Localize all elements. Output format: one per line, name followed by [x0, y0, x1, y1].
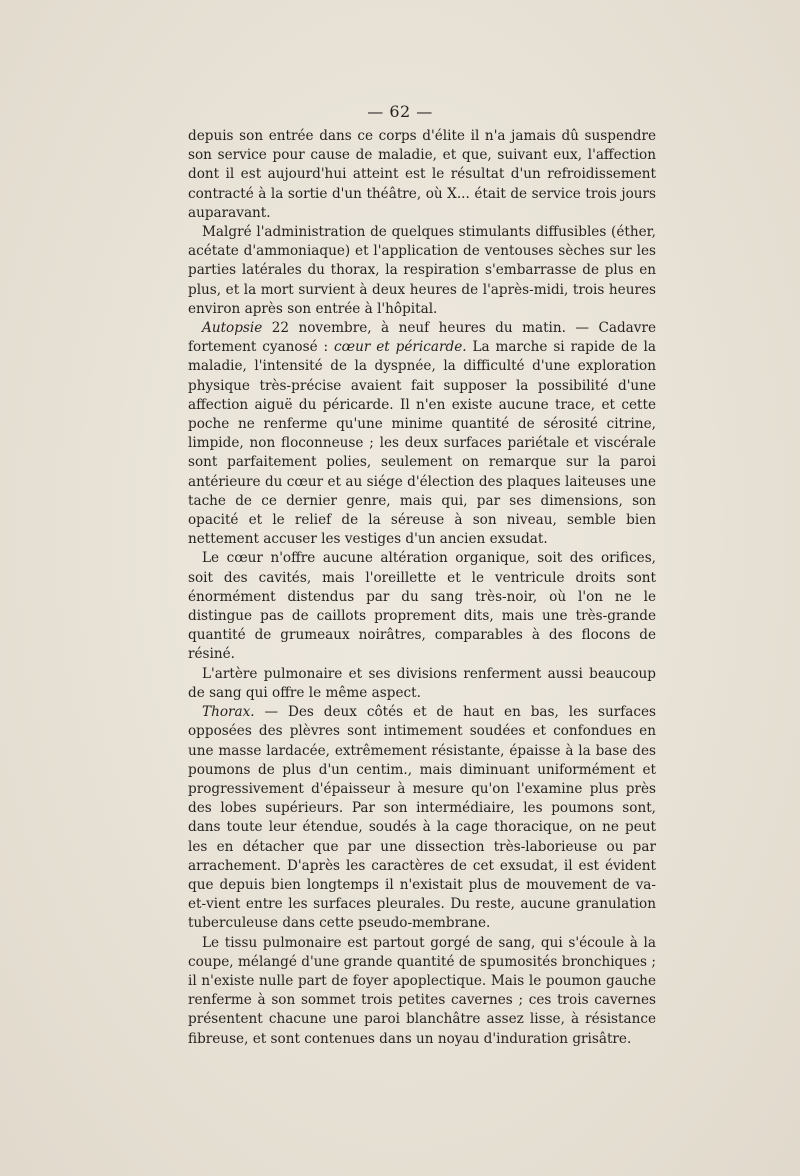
paragraph-2 [188, 223, 656, 319]
paragraph-1 [188, 127, 656, 223]
paragraph-1-text: depuis son entrée dans ce corps d'élite il n'a jamais dû suspendre son service pour cause de maladie, et que, suivant eux, l'affection dont il est aujourd'hui atteint est le résultat d'un refroidissement contracté à la sortie d'un théâtre, où X... était de service trois jours auparavant. [188, 128, 656, 221]
paragraph-5 [188, 665, 656, 703]
paragraph-thorax [188, 703, 656, 933]
paragraph-4-text: Le cœur n'offre aucune altération organique, soit des orifices, soit des cavités, mais l'oreillette et le ventricule droits sont énormément distendus par du sang très-noir, où l'on ne le distingue pas de caillots proprement dits, mais une très-grande quantité de grumeaux noirâtres, comparables à des flocons de résiné. [188, 550, 656, 663]
section-lead-autopsie: Autopsie [202, 320, 263, 337]
paragraph-2-text: Malgré l'administration de quelques stimulants diffusibles (éther, acétate d'ammoniaque) et l'application de ventouses sèches sur les parties latérales du thorax, la respiration s'embarrasse de plus en plus, et la mort survient à deux heures de l'après-midi, trois heures environ après son entrée à l'hôpital. [188, 224, 656, 317]
paragraph-3-emphasis: cœur et péricarde. [334, 339, 467, 356]
paragraph-7 [188, 934, 656, 1049]
page-number: — 62 — [367, 102, 433, 121]
paragraph-6-text: — Des deux côtés et de haut en bas, les surfaces opposées des plèvres sont intimement soudées et confondues en une masse lardacée, extrêmement résistante, épaisse à la base des poumons de plus d'un centim., mais diminuant uniformément et progressivement d'épaisseur à mesure qu'on l'examine plus près des lobes supérieurs. Par son intermédiaire, les poumons sont, dans toute leur étendue, soudés à la cage thoracique, on ne peut les en détacher que par une dissection très-laborieuse ou par arrachement. D'après les caractères de cet exsudat, il est évident que depuis bien longtemps il n'existait plus de mouvement de va-et-vient entre les surfaces pleurales. Du reste, aucune granulation tuberculeuse dans cette pseudo-membrane. [188, 704, 656, 932]
section-lead-thorax: Thorax. [202, 704, 255, 721]
paragraph-3-rest: La marche si rapide de la maladie, l'intensité de la dyspnée, la difficulté d'une exploration physique très-précise avaient fait supposer la possibilité d'une affection aiguë du péricarde. Il n'en existe aucune trace, et cette poche ne renferme qu'une minime quantité de sérosité citrine, limpide, non floconneuse ; les deux surfaces pariétale et viscérale sont parfaitement polies, seulement on remarque sur la paroi antérieure du cœur et au siége d'élection des plaques laiteuses une tache de ce dernier genre, mais qui, par ses dimensions, son opacité et le relief de la séreuse à son niveau, semble bien nettement accuser les vestiges d'un ancien exsudat. [188, 339, 656, 548]
paragraph-5-text: L'artère pulmonaire et ses divisions renferment aussi beaucoup de sang qui offre le même aspect. [188, 665, 656, 701]
paragraph-autopsie [188, 319, 656, 549]
paragraph-4 [188, 549, 656, 664]
paragraph-3-text: 22 novembre, à neuf heures du matin. — Cadavre fortement cyanosé : [188, 320, 656, 356]
body-text [188, 127, 656, 1049]
paragraph-7-text: Le tissu pulmonaire est partout gorgé de sang, qui s'écoule à la coupe, mélangé d'une grande quantité de spumosités bronchiques ; il n'existe nulle part de foyer apoplectique. Mais le poumon gauche renferme à son sommet trois petites cavernes ; ces trois cavernes présentent chacune une paroi blanchâtre assez lisse, à résistance fibreuse, et sont contenues dans un noyau d'induration grisâtre. [188, 934, 656, 1047]
